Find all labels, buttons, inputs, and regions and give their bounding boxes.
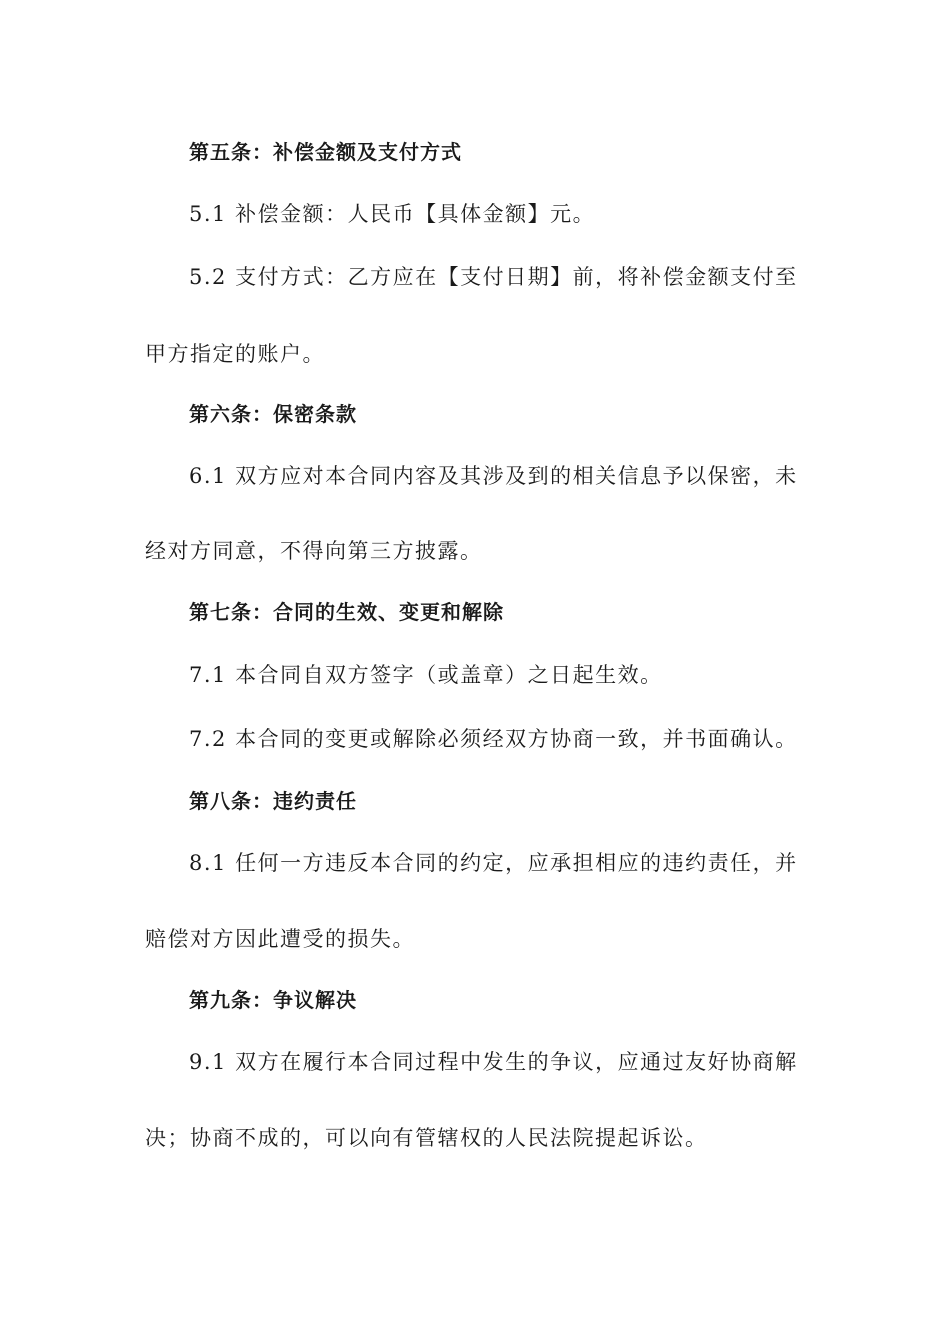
section-7-heading: 第七条：合同的生效、变更和解除 xyxy=(189,600,504,624)
clause-7-1: 7.1 本合同自双方签字（或盖章）之日起生效。 xyxy=(189,663,663,687)
clause-5-1: 5.1 补偿金额：人民币【具体金额】元。 xyxy=(189,202,596,226)
section-5-heading: 第五条：补偿金额及支付方式 xyxy=(189,140,462,164)
clause-5-2-continuation: 甲方指定的账户。 xyxy=(145,342,325,366)
clause-9-1: 9.1 双方在履行本合同过程中发生的争议，应通过友好协商解 xyxy=(189,1050,798,1074)
clause-6-1: 6.1 双方应对本合同内容及其涉及到的相关信息予以保密，未 xyxy=(189,464,798,488)
clause-6-1-continuation: 经对方同意，不得向第三方披露。 xyxy=(145,539,483,563)
clause-5-2: 5.2 支付方式：乙方应在【支付日期】前，将补偿金额支付至 xyxy=(189,265,798,289)
clause-9-1-continuation: 决；协商不成的，可以向有管辖权的人民法院提起诉讼。 xyxy=(145,1126,708,1150)
clause-8-1-continuation: 赔偿对方因此遭受的损失。 xyxy=(145,927,415,951)
clause-8-1: 8.1 任何一方违反本合同的约定，应承担相应的违约责任，并 xyxy=(189,851,798,875)
section-6-heading: 第六条：保密条款 xyxy=(189,402,357,426)
section-9-heading: 第九条：争议解决 xyxy=(189,988,357,1012)
clause-7-2: 7.2 本合同的变更或解除必须经双方协商一致，并书面确认。 xyxy=(189,727,798,751)
section-8-heading: 第八条：违约责任 xyxy=(189,789,357,813)
